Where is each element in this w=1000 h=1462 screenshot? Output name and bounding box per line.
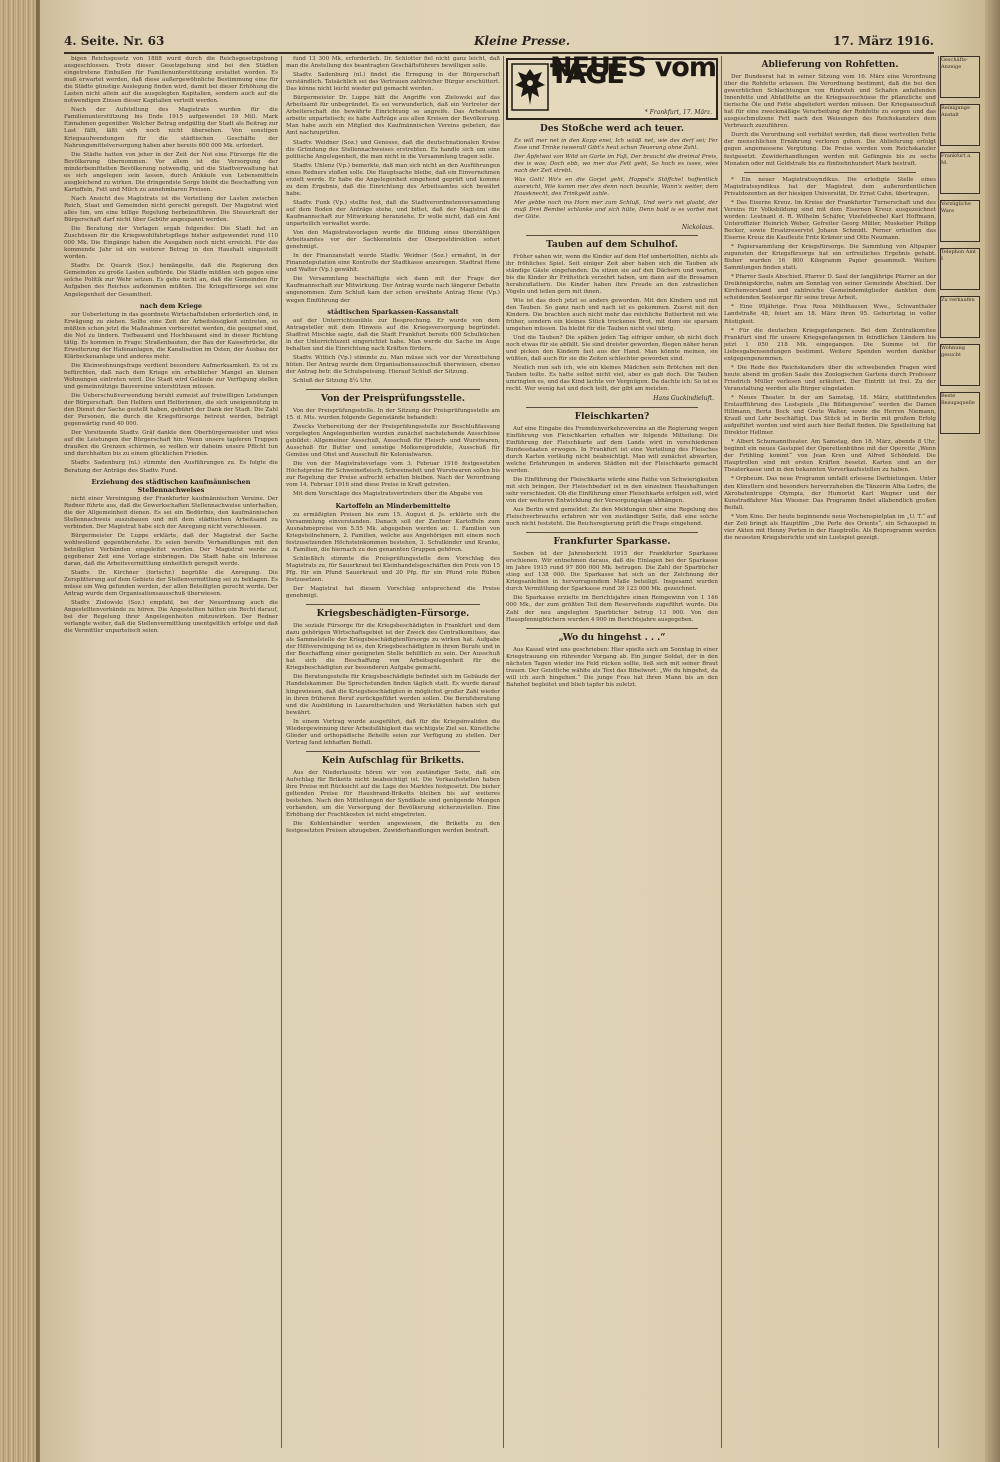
article-headline: Tauben auf dem Schulhof. [546, 239, 678, 250]
ad-fragment: Beste Bezugsquelle [940, 392, 980, 434]
section-subheading: Kartoffeln an Minderbemittelte [335, 501, 451, 510]
article-separator [526, 628, 698, 629]
article-paragraph: Die Ueberschußverwendung beruht zumeist auf freiwilligen Leistungen der Bürgerschaft. Den Helfern und Helferinnen, die sich uneigennützig in den Dienst der Sache gestellt haben, gebührt der Dank der Stadt. Die Zahl der Personen, die durch die Kriegsfürsorge betreut werden, beträgt gegenwärtig rund 40 000. [64, 393, 278, 428]
page-edge [985, 0, 1000, 1462]
column-1 [64, 56, 278, 1448]
article-paragraph: Aus der Niederlausitz hören wir von zuständiger Seite, daß ein Aufschlag für Briketts nicht beabsichtigt ist. Die Verkaufsstellen haben ihre Preise mit Rücksicht auf die Lage des Marktes festgesetzt. Die bisher geltenden Preise für Hausbrand-Briketts bleiben bis auf weiteres bestehen. Nach den Mitteilungen der Syndikate sind genügende Mengen vorhanden, um die Versorgung der Bevölkerung sicherzustellen. Eine Erhöhung der Frachtkosten ist nicht eingetreten. [286, 769, 500, 819]
header-rule [64, 52, 934, 54]
article-paragraph: Die Einführung der Fleischkarte würde eine Reihe von Schwierigkeiten mit sich bringen. Der Fleischbedarf ist in den einzelnen Haushaltungen sehr verschieden. Ob die Einführung einer Fleischkarte erfolgen soll, wird von der weiteren Entwicklung der Versorgungslage abhängen. [506, 476, 718, 504]
dateline: * Frankfurt, 17. März. [644, 108, 712, 116]
article-paragraph: Der Vorsitzende Stadtv. Gräf dankte dem Oberbürgermeister und wies auf die Leistungen der Bürgerschaft hin. Wenn unsere tapferen Truppen draußen die Grenzen schirmen, so wollen wir daheim unsere Pflicht tun und durchhalten bis zu einem glücklichen Frieden. [64, 430, 278, 458]
article-paragraph: * Albert Schumanntheater. Am Samstag, den 18. März, abends 8 Uhr, beginnt ein neues Gastspiel der Operettenbühne mit der Operette „Wenn der Frühling kommt“ von Jean Kren und Alfred Schönfeld. Die Hauptrollen sind mit ersten Kräften besetzt. Karten sind an der Theaterkasse und in den bekannten Vorverkaufsstellen zu haben. [724, 439, 936, 474]
article-paragraph: Stadtv. Uhlenz (Vp.) bemerkte, daß man sich nicht an den Ausführungen eines Redners stoßen solle. Die Hauptsache bleibe, daß ein Einvernehmen erzielt werde. Er habe die Angelegenheit eingehend geprüft und komme zu dem Ergebnis, daß die Einrichtung des Arbeitsamtes sich bewährt habe. [286, 162, 500, 197]
article-paragraph: Nach der Aufstellung des Magistrats wurden für die Familienunterstützung bis Ende 1915 aufgewendet 19 Mill. Mark Einnahmen gegenüber. Welcher Betrag endgültig der Stadt als Beitrag zur Last fällt, läßt sich noch nicht übersehen. Von sonstigen Kriegsaufwendungen für die städtischen Geschäfte der Nahrungsmittelversorgung haben aber bereits 600 000 Mk. erfordert. [64, 107, 278, 149]
article-paragraph: Zwecks Vorbereitung der der Preisprüfungsstelle zur Beschlußfassung vorgelegten Angelegenheiten wurden zunächst nachstehende Ausschüsse gebildet: Allgemeiner Ausschuß, Ausschuß für Fleisch- und Wurstwaren, Ausschuß für Butter und sonstige Molkereiprodukte, Ausschuß für Gemüse und Obst und Ausschuß für Kolonialwaren. [286, 424, 500, 459]
article-paragraph: Stadtv. Funk (Vp.) stellte fest, daß die Stadtverordnetenversammlung auf dem Boden der Anträge stehe, und bittet, daß der Magistrat die Kaufmannschaft zur Mitwirkung heranziehe. Er wolle nicht, daß ein Amt unparteilich verwaltet werde. [286, 199, 500, 228]
ad-fragment: Zu verkaufen [940, 296, 980, 338]
article-paragraph: * Das Eiserne Kreuz. Im Kreise der Frankfurter Turnerschaft und des Vereins für Volksbildung sind mit dem Eisernen Kreuz ausgezeichnet worden: Leutnant d. R. Wilhelm Schäfer, Vizefeldwebel Karl Hoffmann, Unteroffizier Heinrich Weber, Gefreiter Georg Müller, Musketier Philipp Becker, sowie Ersatzreservist Johann Schmidt. Ferner erhielten das Eiserne Kreuz die Kaufleute Fritz Krämer und Otto Neumann. [724, 199, 936, 241]
column-rule [721, 56, 722, 1448]
article-separator [526, 235, 698, 236]
article-paragraph: Stadtv. Dr. Kirchner (fortschr.) begrüßte die Anregung. Die Zersplitterung auf dem Gebiete der Stellenvermittlung sei zu beklagen. Es müsse ein Weg gefunden werden, der allen Beteiligten gerecht werde. Der Antrag wurde dem Organisationsausschuß überwiesen. [64, 570, 278, 598]
article-paragraph: Stadtv. Sadenburg (nl.) findet die Erregung in der Bürgerschaft verständlich. Tatsächlich sei das Vertrauen zahlreicher Bürger erschüttert. Das könne nicht leicht wieder gut gemacht werden. [286, 72, 500, 93]
book-binding [0, 0, 40, 1462]
article-paragraph: zur Ueberleitung in das geordnete Wirtschaftsleben erforderlich sind, in Erwägung zu ziehen. Sollte eine Zeit der Arbeitslosigkeit eintreten, so müßten schon jetzt die Maßnahmen vorbereitet werden, die geeignet sind, die Not zu lindern. Tiefbauamt und Hochbauamt sind in dieser Richtung tätig. Es kommen in Frage: Straßenbauten, der Bau der Kaiserbrücke, die Erweiterung der Hafenanlagen, die Kanalisation im Osten, der Ausbau der Klärbeckenanlage und anderes mehr. [64, 311, 278, 360]
banner-title: NEUES vom TAGE [550, 56, 716, 91]
article-headline: Von der Preisprüfungsstelle. [321, 393, 465, 404]
article-paragraph: Stadtv. Sadenburg (nl.) stimmte den Ausführungen zu. Es folgte die Beratung der Anträge des Stadtv. Fund. [64, 460, 278, 474]
poem-stanza: Mer gebbe noch ins Horn mer zum Schluß, Und wer's net glaabt, der muß Drei Bembel schlanke und sich hüte, Denn bald is es vorbei met der Güte. [514, 200, 718, 221]
newspaper-name: Kleine Presse. [474, 34, 571, 48]
article-paragraph: Stadtv. Zielowski (Soz.) empfahl, bei der Neuordnung auch die Angestelltenverbände zu hören. Die Angestellten hätten ein Recht darauf, bei der Regelung ihrer Angelegenheiten mitzuwirken. Der Redner verlangte weiter, daß die Stellenvermittlung unentgeltlich erfolge und daß die Vermittler unparteiisch seien. [64, 600, 278, 635]
author-byline: Nickolaus. [681, 223, 714, 231]
article-paragraph: Von den Magistratsvorlagen wurde die Bildung eines überzähligen Arbeitsamtes vor der Sachkenntnis der Oberpostdirektion sofort genehmigt. [286, 230, 500, 251]
article-paragraph: Aus Berlin wird gemeldet: Zu den Meldungen über eine Regelung des Fleischverbrauchs erfahren wir von zuständiger Seite, daß eine solche noch nicht feststeht. Die Reichsregierung prüft die Frage eingehend. [506, 507, 718, 528]
article-separator [526, 532, 698, 533]
eagle-crest-icon [511, 63, 549, 111]
column-3 [506, 56, 718, 1448]
section-subheading: städtischen Sparkassen-Kassanstalt [327, 307, 459, 316]
article-paragraph: Wie ist das doch jetzt so anders geworden. Mit den Kindern und mit den Tauben. So ganz nach und nach ist es gekommen. Zuerst mit den Kindern. Die brachten auch nicht mehr das reichliche Butterbrot mit wie früher, sondern ein kleines Stück trockenes Brot, mit dem sie sparsam umgehen müssen. Da bleibt für die Tauben nicht viel übrig. [506, 297, 718, 333]
article-headline: Kriegsbeschädigten-Fürsorge. [316, 609, 470, 620]
article-paragraph: * Für die deutschen Kriegsgefangenen. Bei dem Zentralkomitee Frankfurt sind für unsere Kriegsgefangenen in feindlichen Ländern bis jetzt 1 050 218 Mk. eingegangen. Die Summe ist für Liebesgabensendungen bestimmt. Weitere Spenden werden dankbar entgegengenommen. [724, 327, 936, 362]
section-subheading: nach dem Kriege [139, 301, 203, 310]
article-paragraph: Die Sparkasse erzielte im Berichtsjahre einen Reingewinn von 1 146 000 Mk., der zum größten Teil dem Reservefonds zugeführt wurde. Die Zahl der neu angelegten Sparbücher betrug 13 900. Von den Hauspfennigbüchern wurden 4 900 im Berichtsjahre ausgegeben. [506, 595, 718, 623]
article-headline: Kein Aufschlag für Briketts. [321, 755, 465, 766]
article-paragraph: Schluß der Sitzung 8¼ Uhr. [293, 377, 373, 384]
column-4 [724, 56, 936, 1448]
ad-fragment: Frankfurt a. M. [940, 152, 980, 194]
article-separator [744, 172, 916, 173]
article-paragraph: Und die Tauben? Die spähen jeden Tag eifriger umher, ob nicht doch noch etwas für sie abfällt. Sie sind dreister geworden, fliegen näher heran und picken den Kindern fast aus der Hand. Man könnte meinen, sie wüßten, daß auch für sie die Zeiten schlechter geworden sind. [506, 335, 718, 363]
article-paragraph: Durch die Verordnung soll verhütet werden, daß diese wertvollen Fette der menschlichen Ernährung verloren gehen. Die Ablieferung erfolgt gegen angemessene Vergütung. Die Preise werden vom Reichskanzler festgesetzt. Zuwiderhandlungen werden mit Gefängnis bis zu sechs Monaten oder mit Geldstrafe bis zu fünfzehnhundert Mark bestraft. [724, 132, 936, 167]
article-paragraph: Der Magistrat hat diesem Vorschlag entsprechend die Preise genehmigt. [286, 586, 500, 600]
article-paragraph: Die Beratungsstelle für Kriegsbeschädigte befindet sich im Gebäude der Handelskammer. Die Sprechstunden finden täglich statt. Es wurde darauf hingewiesen, daß die Kriegsbeschädigten in möglichst großer Zahl wieder in ihren früheren Beruf zurückgeführt werden sollen. Die Berufsberatung und die Ausbildung in Lazarettschulen und Werkstätten haben sich gut bewährt. [286, 674, 500, 716]
article-paragraph: Bürgermeister Dr. Luppe erklärte, daß der Magistrat der Sache wohlwollend gegenüberstehe. Es seien bereits Verhandlungen mit den beteiligten Verbänden eingeleitet worden. Der Magistrat werde zu gegebener Zeit eine Vorlage einbringen. Die Stadt habe ein Interesse daran, daß die Arbeitsvermittlung einheitlich geregelt werde. [64, 532, 278, 567]
adjacent-page-ads [940, 56, 980, 1448]
article-headline: Fleischkarten? [574, 411, 650, 422]
ad-fragment: Geschäfts-Anzeige [940, 56, 980, 98]
section-subheading: Erziehung des städtischen kaufmännischen Stellennachweises [91, 477, 251, 494]
article-paragraph: * Eine 95jährige. Frau Rosa Mühlhausen Wwe., Schwanthaler Landstraße 48, feiert am 18. März ihren 95. Geburtstag in voller Rüstigkeit. [724, 304, 936, 325]
article-paragraph: Stadtv. Weidner (Soz.) und Genosse, daß die deutschnationalen Kreise die Gründung des Stellennachweises erstrebten. Es handle sich um eine politische Angelegenheit, die man nicht in die Versammlung tragen solle. [286, 139, 500, 160]
article-paragraph: Auf eine Eingabe des Fremdenverkehrsvereins an die Regierung wegen Einführung von Fleischkarten erhalten wir folgende Mitteilung: Die Einführung der Fleischkarte auf dem Lande wird in verschiedenen Bundesstaaten erwogen. In Frankfurt ist eine Verteilung des Fleisches durch Karten vorläufig nicht beabsichtigt. Man will zunächst abwarten, welche Erfahrungen in anderen Städten mit der Fleischkarte gemacht werden. [506, 425, 718, 474]
article-paragraph: In der Finanzanstalt wurde Stadtv. Weidner (Soz.) ermahnt, in der Finanzdeputation eine Kontrolle der Stadtkasse anzuregen. Stadtrat Hene und Walter (Vp.) gewählt. [286, 253, 500, 274]
article-paragraph: Die Kleinwohnungsfrage verdient besondere Aufmerksamkeit. Es ist zu befürchten, daß nach dem Kriege ein erheblicher Mangel an kleinen Wohnungen eintreten wird. Die Stadt wird Gelände zur Verfügung stellen und gemeinnützige Bauvereine unterstützen müssen. [64, 362, 278, 391]
article-paragraph: * Neues Theater. In der am Samstag, 18. März, stattfindenden Erstaufführung des Lustspiels „Die Bildungsreise“ werden die Damen Hillmann, Berta Bock und Grete Walter, sowie die Herren Niemann, Krauß und Lehr beschäftigt. Das Stück ist in Berlin mit großem Erfolg aufgeführt worden und wird auch hier Beifall finden. Die Spielleitung hat Direktor Hellmer. [724, 394, 936, 437]
page-header [64, 30, 934, 52]
article-headline: Ablieferung von Rohfetten. [761, 60, 899, 70]
article-paragraph: * Vom Kino. Der heute beginnende neue Wochenspielplan im „U. T.“ auf der Zeil bringt als Hauptfilm „Die Perle des Orients“, ein Schauspiel in vier Akten mit Henny Porten in der Hauptrolle. Als Beiprogramm werden die neuesten Kriegsberichte und ein Lustspiel gezeigt. [724, 513, 936, 541]
article-paragraph: Bürgermeister Dr. Luppe hält die Angriffe von Zielowski auf das Arbeitsamt für unbegründet. Es sei verwunderlich, daß ein Vertreter der Arbeiterschaft die bewährte Einrichtung so angreife. Das Arbeitsamt arbeite unparteiisch; es habe Aufträge aus allen Kreisen der Bevölkerung. Man habe auch ein Mitglied des Kaufmännischen Vereins gebeten, das Amt nachzuprüfen. [286, 95, 500, 137]
article-paragraph: auf der Unterrichtsmühle zur Besprechung. Er wurde von dem Antragsteller mit dem Hinweis auf die Kriegsversorgung begründet. Stadtrat Mischke sagte, daß die Stadt Frankfurt bereits 600 Schulküchen in der Unterrichtszeit eingerichtet habe. Man werde die Sache im Auge behalten und die Einrichtung nach Kräften fördern. [286, 317, 500, 352]
article-paragraph: Die Beratung der Vorlagen ergab folgendes: Die Stadt hat an Zuschüssen für die Kriegswohlfahrtspflege bisher aufgewendet rund 110 000 Mk. Die Eingänge haben die Ausgaben noch nicht erreicht. Für das kommende Jahr ist ein weiterer Betrag in den Haushalt eingestellt worden. [64, 226, 278, 261]
article-paragraph: * Pfarrer Sauls Abschied. Pfarrer D. Saul der langjährige Pfarrer an der Dreikönigskirche, nahm am Sonntag von seiner Gemeinde Abschied. Der Kirchenvorstand und zahlreiche Gemeindemitglieder dankten dem scheidenden Seelsorger für seine treue Arbeit. [724, 274, 936, 302]
article-paragraph: Die soziale Fürsorge für die Kriegsbeschädigten in Frankfurt und dem dazu gehörigen Wirtschaftsgebiet ist der Zweck des Centralkomitees, das als Sammelstelle der Kriegsbeschädigtenfürsorge zu wirken hat. Aufgabe der Hilfsvereinigung ist es, den Kriegsbeschädigten in ihrem Berufe und in der Beschaffung einer geeigneten Stelle behilflich zu sein. Der Ausschuß hat sich die Beschaffung von Arbeitsgelegenheit für die Kriegsbeschädigten zur besonderen Aufgabe gemacht. [286, 623, 500, 672]
poem-stanza: Was Gott! Wo's en die Gorjel geht, Hoppst's Stöffche! hoffentlich ausreicht, Wie kumm mer des denn noch bezahle, Wann's weiter, dem Hausknecht, des Trinkgeld zahle. [514, 177, 718, 198]
author-byline: Hans Guckindieluft. [653, 395, 714, 403]
article-paragraph: Mit dem Vorschlage des Magistratsvertreters über die Abgabe von [293, 491, 483, 498]
article-paragraph: Die Kohlenhändler werden angewiesen, die Briketts zu den festgesetzten Preisen abzugeben. Zuwiderhandlungen werden bestraft. [286, 821, 500, 835]
ad-fragment: Vorzügliche Ware [940, 200, 980, 242]
article-paragraph: Die von der Magistratsvorlage vom 3. Februar 1916 festgesetzten Höchstpreise für Schweinefleisch, Schweinefett und Wurstwaren sollen bis zur Regelung der Preise aufrecht erhalten bleiben. Nach der Verordnung vom 14. Februar 1916 sind diese Preise in Kraft getreten. [286, 461, 500, 489]
column-2 [286, 56, 500, 1448]
ad-fragment: Telephon Amt I [940, 248, 980, 290]
article-paragraph: Die Versammlung beschäftigte sich dann mit der Frage der Kaufmannschaft zur Mitwirkung. Der Antrag wurde nach längerer Debatte angenommen. Zum Schluß kam der schon erwähnte Antrag Hene (Vp.) wegen Einführung der [286, 276, 500, 304]
ad-fragment: Reinigungs-Anstalt [940, 104, 980, 146]
issue-date: 17. März 1916. [832, 34, 934, 48]
article-paragraph: Der Bundesrat hat in seiner Sitzung vom 16. März eine Verordnung über die Rohfette erlassen. Die Verordnung bestimmt, daß die bei den gewerblichen Schlachtungen von Rindvieh und Schafen anfallenden Innenfette und Abfallfette an die Kriegsausschüsse für pflanzliche und tierische Öle und Fette abgeliefert werden müssen. Der Kriegsausschuß hat für eine zweckmäßige Verarbeitung der Rohfette zu sorgen und das ausgeschmolzene Fett nach den Weisungen des Reichskanzlers dem Verbrauch zuzuführen. [724, 74, 936, 130]
article-separator [306, 604, 480, 605]
article-paragraph: Stadtv. Wittich (Vp.) stimmte zu. Man müsse sich vor der Verzettelung hüten. Der Antrag wurde dem Organisationsausschuß überwiesen, ebenso der Antrag betr. die Schulspeisung. Hierauf Schluß der Sitzung. [286, 354, 500, 375]
article-paragraph: * Papiersammlung der Kriegsfürsorge. Die Sammlung von Altpapier zugunsten der Kriegsfürsorge hat ein erfreuliches Ergebnis gehabt. Bisher wurden 16 800 Kilogramm Papier gesammelt. Weitere Sammlungen finden statt. [724, 244, 936, 272]
article-paragraph: Soeben ist der Jahresbericht 1915 der Frankfurter Sparkasse erschienen. Wir entnehmen daraus, daß die Einlagen bei der Sparkasse im Jahre 1915 rund 97 800 000 Mk. betrugen. Die Zahl der Sparbücher stieg auf 138 000. Die Sparkasse hat sich an der Zeichnung der Kriegsanleihen in hervorragendem Maße beteiligt. Insgesamt wurden durch Vermittlung der Sparkasse rund 39 123 000 Mk. gezeichnet. [506, 551, 718, 593]
article-paragraph: Die Städte hatten von jeher in der Zeit der Not eine Fürsorge für die Bevölkerung übernommen. Vor allem ist die Versorgung der minderbemittelten Bevölkerung notwendig, und die Stadtverwaltung hat es sich angelegen sein lassen, durch Ankäufe von Lebensmitteln ausgleichend zu wirken. Die dringendste Sorge bleibt die Beschaffung von Kartoffeln, Fett und Milch zu annehmbaren Preisen. [64, 151, 278, 193]
article-paragraph: Früher sahen wir, wenn die Kinder auf dem Hof umhertollten, nichts als ihr fröhliches Spiel. Seit einiger Zeit aber haben sich die Tauben als ständige Gäste eingefunden. Da sitzen sie auf den Dächern und warten, bis die Kinder ihr Frühstück verzehrt haben, um dann auf die Brosamen herabzuflattern. Die Kinder haben ihre Freude an den zutraulichen Vögeln und teilen gern mit ihnen. [506, 253, 718, 295]
section-banner [506, 58, 718, 120]
article-paragraph: Aus Kassel wird uns geschrieben: Hier spielte sich am Sonntag in einer Kriegstrauung ein rührender Vorgang ab. Ein junger Soldat, der in den nächsten Tagen wieder ins Feld rücken sollte, ließ sich mit seiner Braut trauen. Der Geistliche wählte als Text das Bibelwort: „Wo du hingehst, da will ich auch hingehen.“ Die junge Frau hat ihren Mann bis an den Bahnhof begleitet und blieb tapfer bis zuletzt. [506, 646, 718, 688]
article-paragraph: * Ein neuer Magistratssyndikus. Die erledigte Stelle eines Magistratssyndikus hat der Magistrat dem außerordentlichen Privatdozenten an der hiesigen Universität, Dr. Ernst Cahn, übertragen. [724, 176, 936, 197]
article-separator [306, 389, 480, 390]
article-paragraph: nicht einer Vereinigung der Frankfurter kaufmännischen Vereine. Der Redner führte aus, daß die Gewerkschaften Stellennachweise unterhalten, die der Allgemeinheit dienen. Es sei ein Bedürfnis, den kaufmännischen Stellennachweis auszubauen und mit dem städtischen Arbeitsamt zu verbinden. Der Magistrat habe sich der Anregung nicht verschlossen. [64, 495, 278, 530]
article-paragraph: Stadtv. Dr. Quarck (Soz.) bemängelte, daß die Regierung den Gemeinden zu große Lasten aufbürde. Die Städte müßten sich gegen eine solche Politik zur Wehr setzen. Es gehe nicht an, daß die Gemeinden für Aufgaben des Reiches aufkommen müßten. Die Kriegsfürsorge sei eine Angelegenheit der Gesamtheit. [64, 263, 278, 298]
article-paragraph: Nach Ansicht des Magistrats ist die Verteilung der Lasten zwischen Reich, Staat und Gemeinden nicht gerecht geregelt. Der Magistrat wird alles tun, um eine billige Regelung herbeizuführen. Die Steuerkraft der Bürgerschaft darf nicht über Gebühr angespannt werden. [64, 195, 278, 224]
poem-stanza: Es will mer net in den Kopp enei, Ich wääß net, wie des derf sei; Fer Esse und Trinke iwwerall Gibt's heut schun Teuerung ohne Zahl. [514, 138, 718, 152]
article-paragraph: In einem Vortrag wurde ausgeführt, daß für die Kriegsinvaliden die Wiedergewinnung ihrer Arbeitsfähigkeit das wichtigste Ziel sei. Künstliche Glieder und orthopädische Behelfe seien zur Verfügung zu stellen. Der Vortrag fand lebhaften Beifall. [286, 718, 500, 746]
article-paragraph: Schließlich stimmte die Preisprüfungsstelle dem Vorschlag des Magistrats zu, für Sauerkraut bei Kleinhandelsgeschäften den Preis von 15 Pfg. für ein Pfund Sauerkraut und 20 Pfg. für ein Pfund rote Rüben festzusetzen. [286, 555, 500, 583]
article-paragraph: * Die Rede des Reichskanzlers über die schwebenden Fragen wird heute abend im großen Saale des Zoologischen Gartens durch Professor Friedrich Müller verlesen und erläutert. Der Eintritt ist frei. Zu der Veranstaltung werden alle Bürger eingeladen. [724, 364, 936, 392]
article-paragraph: fund 13 300 Mk. erforderlich. Dr. Schlotter fiel nicht ganz leicht, daß man die Anstellung des beantragten Geschäftsführers bewilligen solle. [286, 56, 500, 70]
poem-stanza: Der Äpfelwoi von Wild un Garte im Faß, Der braucht die dreimal Preis, des is was; Doch ebb, wo mer das Fett gebt, So hoch es isses, wies nach der Zeit strebt. [514, 154, 718, 175]
article-headline: Des Stoßche werd ach teuer. [540, 124, 684, 134]
article-paragraph: * Orpheum. Das neue Programm umfaßt erlesene Darbietungen. Unter den Künstlern sind besonders hervorzuheben die Tänzerin Alba Ledro, die Akrobatentruppe Olympia, der Humorist Karl Wegner und der Kunstradfahrer Max Wiesner. Das Programm findet allabendlich großen Beifall. [724, 476, 936, 511]
ad-fragment: Wohnung gesucht [940, 344, 980, 386]
article-headline: „Wo du hingehst . . .“ [558, 632, 666, 643]
column-rule [281, 56, 282, 1448]
page-number: 4. Seite. Nr. 63 [64, 34, 165, 48]
article-headline: Frankfurter Sparkasse. [553, 537, 671, 548]
article-paragraph: zu ermäßigten Preisen bis zum 15. August d. Js. erklärte sich die Versammlung einverstanden. Danach soll der Zentner Kartoffeln zum Ausnahmepreise von 5.55 Mk. abgegeben werden an: 1. Familien von Kriegsteilnehmern, 2. Familien, welche aus Angehörigen mit einem noch festzusetzenden Höchsteinkommen bestehen, 3. Schulkinder und Kranke, 4. Familien, die hiernach zu den genannten Gruppen gehören. [286, 511, 500, 553]
article-paragraph: Von der Preisprüfungsstelle. In der Sitzung der Preisprüfungsstelle am 15. d. Mts. wurden folgende Gegenstände behandelt: [286, 407, 500, 422]
article-separator [526, 407, 698, 408]
column-rule [938, 56, 939, 1448]
article-paragraph: bigen Reichsgesetz von 1888 wurd durch die Reichsgesetzgebung ausgeschlossen. Trotz dieser Gesetzgebung sind bei den Städten eingetretene Einbußen für Familienunterstützung erstattet worden. Es muß erwartet werden, daß diese außergewöhnliche Bestimmung eine für die Städte günstige Auslegung finden wird, damit bei dieser Erhöhung die Lasten nicht allein auf die ausgelegten Kapitalien, sondern auch auf die notwendigen Zinsen dieser Kapitalien verteilt werden. [64, 56, 278, 105]
column-rule [503, 56, 504, 1448]
article-separator [306, 751, 480, 752]
article-paragraph: Neulich nun sah ich, wie ein kleines Mädchen sein Brötchen mit den Tauben teilte. Es hatte selbst nicht viel, aber es gab doch. Die Tauben umringten es, und das Kind lachte vor Vergnügen. Da dachte ich: So ist es recht. Wer wenig hat und doch teilt, der gibt am meisten. [506, 365, 718, 393]
